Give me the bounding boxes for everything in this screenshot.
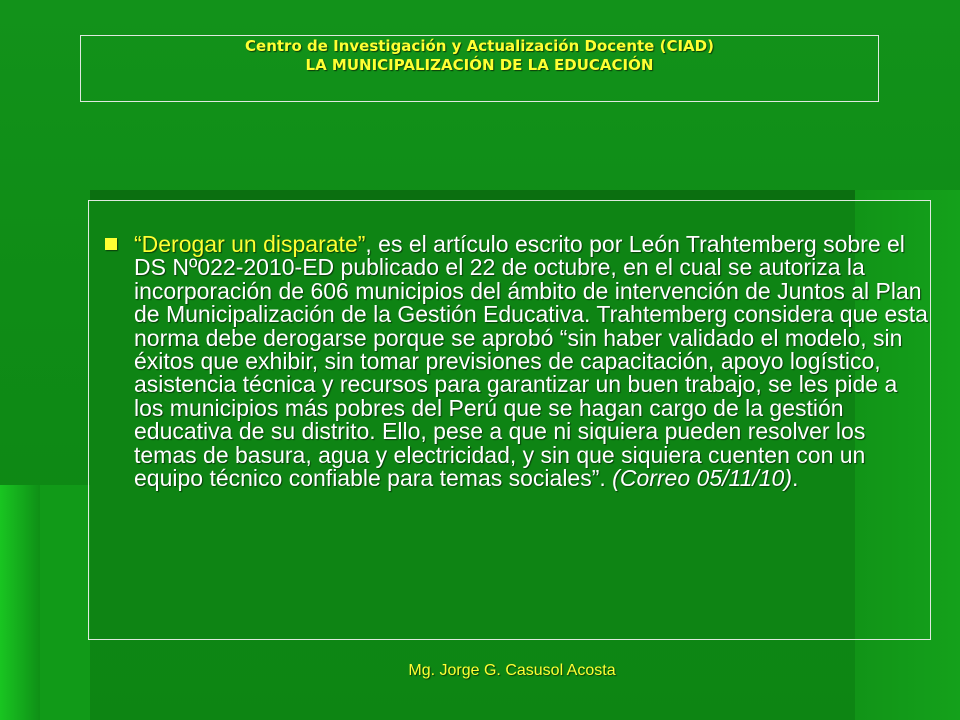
header-topic: LA MUNICIPALIZACIÓN DE LA EDUCACIÓN [305,56,654,74]
body-end: . [792,465,799,492]
citation: (Correo 05/11/10) [612,465,793,492]
quote-lead: “Derogar un disparate” [134,231,366,257]
background-left-light-band [0,485,40,720]
background-shadow-band [90,190,855,200]
square-bullet-icon [105,238,117,250]
footer-author: Mg. Jorge G. Casusol Acosta [408,662,616,679]
body-paragraph [134,233,929,490]
body-text: , es el artículo escrito por León Trahtemberg sobre el DS Nº022-2010-ED publicado el 22 de octubre, en el cual se autoriza la incorporación de 606 municipios del ámbito de intervención de Juntos al Plan de Municipalización de la Gestión Educativa. Trahtemberg considera que esta norma debe derogarse porque se aprobó “sin haber validado el modelo, sin éxitos que exhibir, sin tomar previsiones de capacitación, apoyo logístico, asistencia técnica y recursos para garantizar un buen trabajo, se les pide a los municipios más pobres del Perú que se hagan cargo de la gestión educativa de su distrito. Ello, pese a que ni siquiera pueden resolver los temas de basura, agua y electricidad, y sin que siquiera cuenten con un equipo técnico confiable para temas sociales”. [134,231,928,492]
header-title-box [80,35,879,102]
background-left-mid-band [40,485,90,720]
header-institution: Centro de Investigación y Actualización Docente (CIAD) [245,37,714,55]
